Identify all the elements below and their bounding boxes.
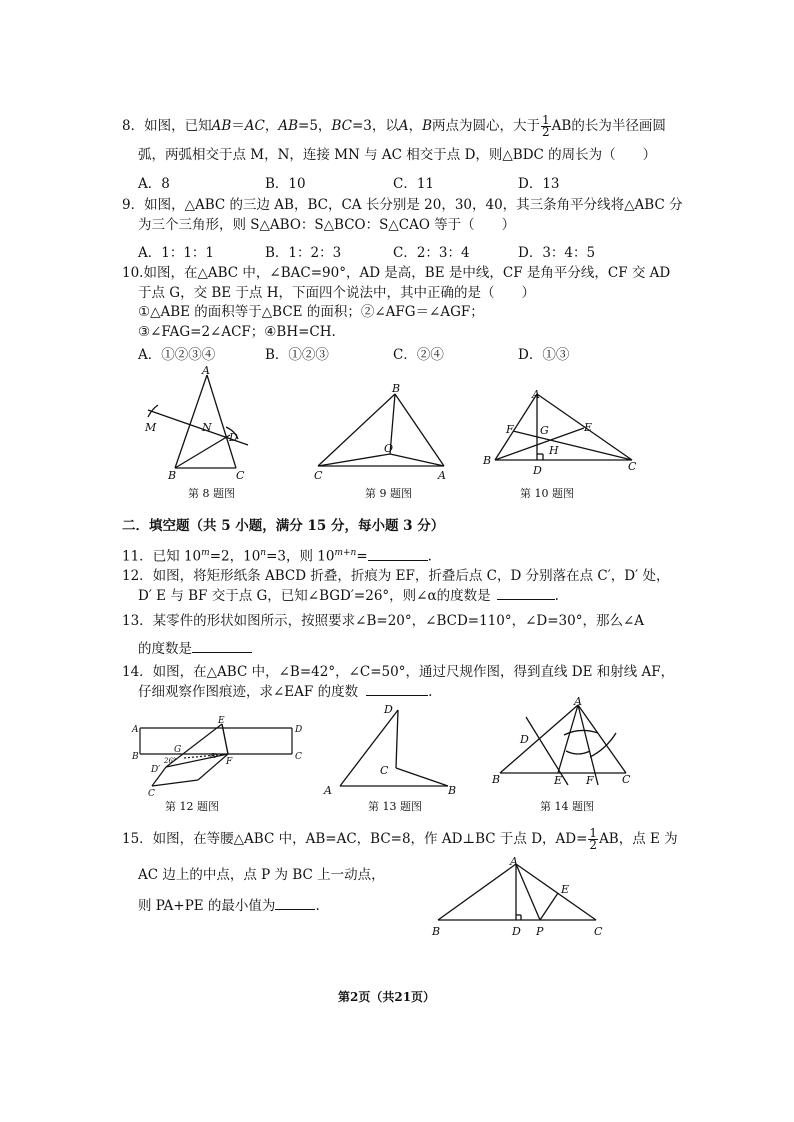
figure-13 xyxy=(318,698,458,798)
fig15-label-c: C xyxy=(594,925,603,938)
q8-option-d: D．13 xyxy=(518,176,560,192)
q8-line1: 8．如图，已知AB＝AC，AB=5，BC=3，以A，B两点为圆心，大于 $\frac{1}{2}$ AB的长为半径画圆 xyxy=(122,113,666,139)
fig15-label-d: D xyxy=(512,925,521,938)
fig12-label-d: D xyxy=(295,725,303,735)
fig10-label-c: C xyxy=(628,460,637,473)
figure-14 xyxy=(488,695,638,787)
q15-fraction-half: $\frac{1}{2}$ xyxy=(589,826,598,852)
q11-answer-blank[interactable] xyxy=(368,548,428,561)
fig14-label-d: D xyxy=(520,733,529,746)
fig12-label-alpha: α xyxy=(210,751,217,761)
fig12-label-g: G xyxy=(174,745,182,755)
page-footer: 第2页（共21页） xyxy=(338,990,436,1004)
fig10-label-b: B xyxy=(483,454,492,467)
q9-option-d: D．3：4：5 xyxy=(518,245,596,261)
fig14-label-a: A xyxy=(574,695,582,708)
fig12-label-f: F xyxy=(226,757,233,767)
fig9-label-b: B xyxy=(392,382,401,395)
fig12-label-b: B xyxy=(132,752,139,762)
q13-answer-blank[interactable] xyxy=(192,640,252,653)
q14-answer-blank[interactable] xyxy=(366,683,428,696)
fig14-label-b: B xyxy=(492,773,501,786)
caption-fig8: 第 8 题图 xyxy=(188,487,235,500)
q10-option-d: D．①③ xyxy=(518,347,570,363)
fig8-label-n: N xyxy=(202,421,212,434)
fig10-label-g: G xyxy=(540,424,549,437)
fig9-label-o: O xyxy=(384,442,394,455)
figure-9 xyxy=(310,382,450,482)
q11: 11．已知 $10^m=2$，$10^n=3$，则 $10^{m+n}=$ . xyxy=(122,548,432,565)
fig15-label-e: E xyxy=(561,883,570,896)
fig12-label-e: E xyxy=(218,716,225,726)
fig13-label-c: C xyxy=(380,764,389,777)
q12-line2: D′ E 与 BF 交于点 G，已知∠BGD′=26°，则∠α的度数是 . xyxy=(138,588,559,604)
q14-line1: 14．如图，在△ABC 中，∠B=42°，∠C=50°，通过尺规作图，得到直线 DE 和射线 AF， xyxy=(122,664,675,680)
fig8-label-d: D xyxy=(229,431,238,444)
fig9-label-a: A xyxy=(438,469,446,482)
q10-line3: ①△ABE 的面积等于△BCE 的面积；②∠AFG＝∠AGF； xyxy=(138,304,484,320)
fig12-label-a: A xyxy=(132,725,139,735)
q13-line2: 的度数是 xyxy=(138,640,252,658)
q10-line2: 于点 G，交 BE 于点 H，下面四个说法中，其中正确的是（ ） xyxy=(138,285,535,301)
figure-10 xyxy=(480,388,640,478)
fig14-label-f: F xyxy=(586,774,594,787)
figure-12 xyxy=(130,712,310,802)
q8-option-c: C．11 xyxy=(393,176,435,192)
q10-line4: ③∠FAG=2∠ACF；④BH=CH. xyxy=(138,324,336,340)
q9-option-a: A．1：1：1 xyxy=(138,245,215,261)
q10-option-c: C．②④ xyxy=(393,347,444,363)
q15-line1: 15．如图，在等腰△ABC 中，AB=AC，BC=8，作 AD⊥BC 于点 D，AD= $\frac{1}{2}$ AB，点 E 为 xyxy=(122,826,678,852)
fig8-label-a: A xyxy=(202,365,210,377)
caption-fig12: 第 12 题图 xyxy=(165,800,219,813)
caption-fig13: 第 13 题图 xyxy=(368,800,422,813)
q8-line2: 弧，两弧相交于点 M，N，连接 MN 与 AC 相交于点 D，则△BDC 的周长为（ ） xyxy=(138,147,657,163)
caption-fig14: 第 14 题图 xyxy=(540,800,594,813)
fig10-label-h: H xyxy=(549,444,559,457)
q15-line2: AC 边上的中点，点 P 为 BC 上一动点， xyxy=(138,867,385,883)
fig12-label-angle: 26° xyxy=(164,757,177,765)
fig15-label-a: A xyxy=(510,856,518,868)
fig13-label-d: D xyxy=(384,703,393,716)
fig10-label-e: E xyxy=(584,421,593,434)
fig10-label-d: D xyxy=(533,464,542,477)
caption-fig9: 第 9 题图 xyxy=(365,487,412,500)
fig15-label-b: B xyxy=(432,925,441,938)
caption-fig10: 第 10 题图 xyxy=(520,487,574,500)
q9-option-b: B．1：2：3 xyxy=(265,245,342,261)
figure-15 xyxy=(428,856,628,940)
q10-line1: 10.如图，在△ABC 中，∠BAC=90°，AD 是高，BE 是中线，CF 是角平分线，CF 交 AD xyxy=(122,265,671,281)
section-2-title: 二．填空题（共 5 小题，满分 15 分，每小题 3 分） xyxy=(122,518,445,534)
q9-option-c: C．2：3：4 xyxy=(393,245,470,261)
fig8-label-b: B xyxy=(168,469,177,482)
fig9-label-c: C xyxy=(314,469,323,482)
fig8-label-c: C xyxy=(236,469,245,482)
q15-line3: 则 PA+PE 的最小值为 . xyxy=(138,898,320,914)
q12-answer-blank[interactable] xyxy=(497,587,555,600)
fig8-label-m: M xyxy=(145,421,157,434)
q9-line1: 9．如图，△ABC 的三边 AB，BC，CA 长分别是 20，30，40，其三条角平分线将△ABC 分 xyxy=(122,197,683,213)
q10-option-a: A．①②③④ xyxy=(138,347,216,363)
fig15-label-p: P xyxy=(536,925,544,938)
q13-line1: 13．某零件的形状如图所示，按照要求∠B=20°，∠BCD=110°，∠D=30°，那么∠A xyxy=(122,613,645,629)
q8-option-b: B．10 xyxy=(265,176,306,192)
fig10-label-a: A xyxy=(532,388,540,401)
q12-line1: 12．如图，将矩形纸条 ABCD 折叠，折痕为 EF，折叠后点 C，D 分别落在点 C′，D′ 处， xyxy=(122,568,670,584)
fig13-label-a: A xyxy=(324,784,332,797)
fig12-label-c-prime: C xyxy=(148,789,155,799)
figure-8 xyxy=(140,365,250,485)
fig12-label-c: C xyxy=(295,752,302,762)
q9-line2: 为三个三角形，则 S△ABO：S△BCO：S△CAO 等于（ ） xyxy=(138,217,516,233)
fraction-half: $\frac{1}{2}$ xyxy=(542,113,550,139)
q8-option-a: A．8 xyxy=(138,176,170,192)
fig14-label-e: E xyxy=(554,774,563,787)
fig14-label-c: C xyxy=(622,773,631,786)
q10-option-b: B．①②③ xyxy=(265,347,329,363)
q14-line2: 仔细观察作图痕迹，求∠EAF 的度数 . xyxy=(138,684,433,700)
fig10-label-f: F xyxy=(506,423,514,436)
fig12-label-d-prime: D′ xyxy=(151,765,161,775)
q15-answer-blank[interactable] xyxy=(275,897,315,910)
fig13-label-b: B xyxy=(448,784,457,797)
